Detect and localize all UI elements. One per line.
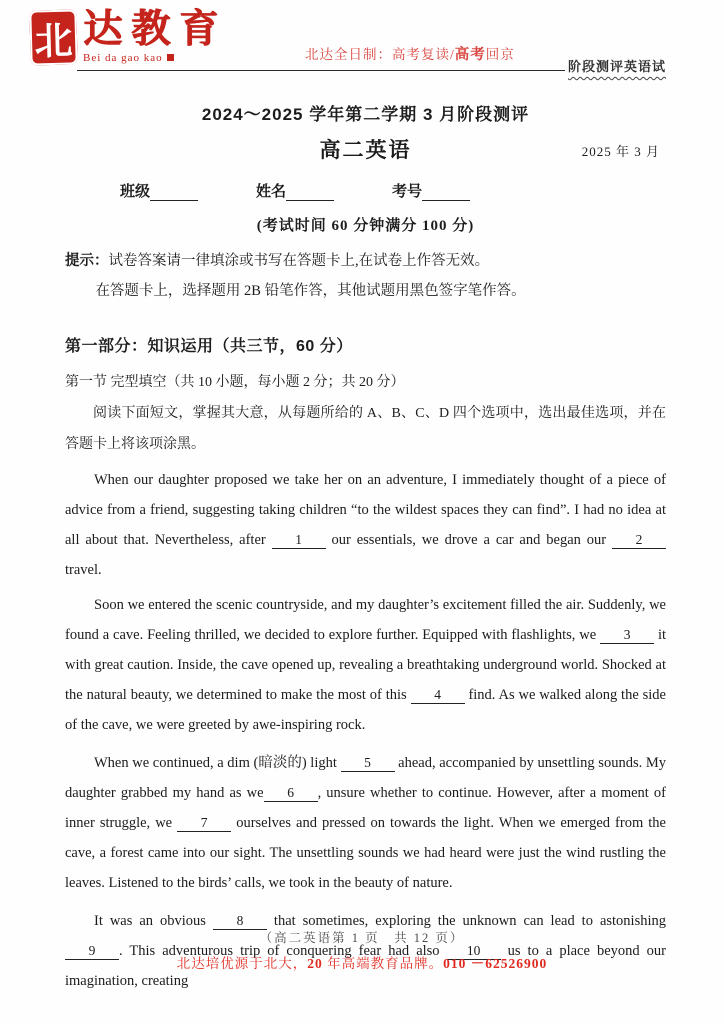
subject-row <box>65 134 666 166</box>
cloze-blank-1: 1 <box>272 532 326 549</box>
passage-text: find. As we walked along the side of the cave, we were greeted by awe-inspiring rock. <box>65 687 666 733</box>
cloze-blank-8: 8 <box>213 913 267 930</box>
passage-text: When our daughter proposed we take her on an adventure, I immediately thought of a piece of advice from a friend, suggesting taking children “to the wildest spaces they can find”. I had no idea at all about that. Nevertheless, after <box>65 472 666 548</box>
exam-title: 2024～2025 学年第二学期 3 月阶段测评 <box>201 105 530 124</box>
name-blank-line <box>286 186 334 201</box>
cloze-blank-9: 9 <box>65 943 119 960</box>
passage-text: travel. <box>65 562 102 578</box>
header-tagline <box>305 43 515 64</box>
slogan-phone: 010 －62526900 <box>443 956 548 971</box>
section1-heading: 第一节 完型填空（共 10 小题，每小题 2 分；共 20 分） <box>65 375 405 390</box>
class-blank-line <box>150 186 198 201</box>
tagline-bold: 高考 <box>454 47 486 63</box>
passage-text: It was an obvious <box>94 913 213 929</box>
passage-text: ahead, accompanied by unsettling sounds. My daughter grabbed my hand as we <box>65 755 666 801</box>
passage-text: ourselves and pressed on towards the light. When we emerged from the cave, a forest came into our sight. The unsettling sounds we had heard were just the wind rustling the leaves. Listened to the birds’ calls, we took in the beauty of nature. <box>65 815 666 891</box>
footer-slogan <box>0 952 724 972</box>
cloze-blank-10: 10 <box>447 943 501 960</box>
logo-seal-icon <box>29 9 77 65</box>
name-field <box>256 180 334 201</box>
exam-tips <box>65 246 666 306</box>
passage-paragraph <box>65 465 666 585</box>
logo-subtext: Bei da gao kao <box>83 52 227 64</box>
name-label: 姓名 <box>256 184 287 200</box>
passage-paragraph <box>65 590 666 740</box>
page-footer <box>0 928 724 972</box>
logo-square-icon <box>167 54 174 61</box>
passage-paragraph <box>65 748 666 898</box>
exam-duration-score: (考试时间 60 分钟满分 100 分) <box>256 218 475 234</box>
passage-text: us to a place beyond our imagination, creating <box>65 943 666 989</box>
exam-number-label: 考号 <box>392 184 423 200</box>
logo-seal-char: 北 <box>34 20 74 64</box>
part1-heading: 第一部分：知识运用（共三节，60 分） <box>65 338 353 355</box>
passage-text: , unsure whether to continue. However, after a moment of inner struggle, we <box>65 785 666 831</box>
exam-date: 2025 年 3 月 <box>581 144 660 159</box>
exam-number-blank-line <box>422 186 470 201</box>
slogan-part1: 北达培优源于北大， <box>176 956 308 971</box>
cloze-blank-5: 5 <box>341 755 395 772</box>
passage-text: When we continued, a dim (暗淡的) light <box>94 755 341 771</box>
cloze-instruction: 阅读下面短文，掌握其大意，从每题所给的 A、B、C、D 四个选项中，选出最佳选项，并在答题卡上将该项涂黑。 <box>65 406 666 452</box>
passage-text: that sometimes, exploring the unknown can lead to astonishing <box>266 913 666 929</box>
logo-text-block <box>83 10 227 64</box>
passage-text: Soon we entered the scenic countryside, and my daughter’s excitement filled the air. Suddenly, we found a cave. Feeling thrilled, we decided to explore further. Equipped with flashlights, we <box>65 597 666 643</box>
subject-title: 高二英语 <box>319 139 412 162</box>
cloze-blank-2: 2 <box>612 532 666 549</box>
cloze-blank-3: 3 <box>600 627 654 644</box>
student-info-row <box>120 180 666 201</box>
corner-handwritten-note: 阶段测评英语试 <box>565 56 666 75</box>
cloze-passage <box>65 465 666 996</box>
tagline-prefix: 北达全日制：高考复读/ <box>305 47 455 62</box>
beida-education-logo <box>30 10 227 65</box>
passage-text: it with great caution. Inside, the cave opened up, revealing a breathtaking underground world. Shocked at the natural beauty, we determined to make the most of this <box>65 627 666 703</box>
cloze-blank-7: 7 <box>177 815 231 832</box>
class-field <box>120 180 198 201</box>
logo-name: 达教育 <box>83 8 228 51</box>
class-label: 班级 <box>120 184 151 200</box>
page-number-note: （高二英语第 1 页 共 12 页） <box>259 931 465 945</box>
tip-label: 提示： <box>65 253 109 269</box>
page-header <box>34 0 666 88</box>
tip-line-2: 在答题卡上，选择题用 2B 铅笔作答，其他试题用黑色签字笔作答。 <box>95 283 526 299</box>
cloze-blank-4: 4 <box>411 687 465 704</box>
tip-line-1: 提示：试卷答案请一律填涂或书写在答题卡上,在试卷上作答无效。 <box>65 253 490 269</box>
cloze-blank-6: 6 <box>264 785 318 802</box>
exam-number-field <box>392 180 470 201</box>
tagline-suffix: 回京 <box>485 47 515 62</box>
passage-text: our essentials, we drove a car and began our <box>325 532 612 548</box>
slogan-part2: 年高端教育品牌。 <box>322 956 444 971</box>
slogan-bold1: 20 <box>307 956 323 971</box>
passage-text: . This adventurous trip of conquering fear had also <box>119 943 447 959</box>
